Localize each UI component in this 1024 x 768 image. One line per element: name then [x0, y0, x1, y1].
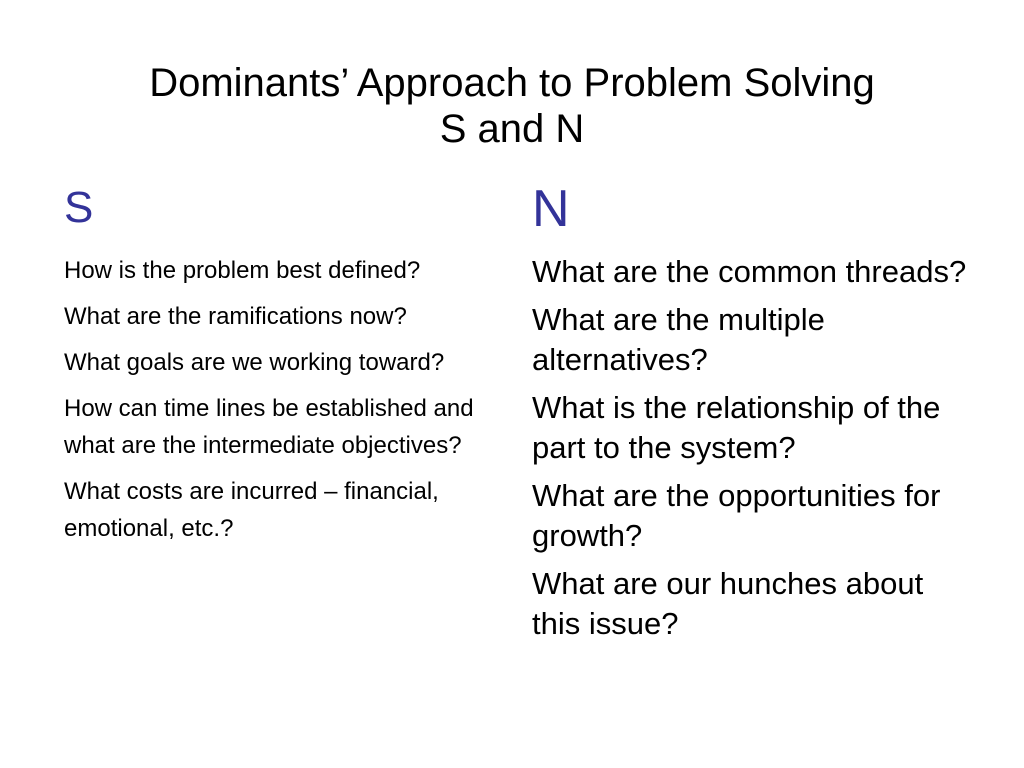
s-column-heading: S	[64, 183, 94, 232]
s-list-item: What are the ramifications now?	[64, 303, 407, 330]
s-list-item: What costs are incurred – financial, emotional, etc.?	[64, 478, 439, 542]
n-list-item: What are the multiple alternatives?	[532, 302, 825, 377]
n-column-list	[532, 252, 972, 644]
n-list-item: What are the opportunities for growth?	[532, 478, 941, 553]
n-column-heading: N	[532, 180, 570, 238]
slide-title-line-2: S and N	[439, 107, 585, 151]
s-list-item: How can time lines be established and what are the intermediate objectives?	[64, 395, 474, 459]
s-list-item: What goals are we working toward?	[64, 349, 445, 376]
n-list-item: What are our hunches about this issue?	[532, 566, 924, 641]
s-column	[64, 182, 484, 556]
n-list-item: What is the relationship of the part to the system?	[532, 390, 941, 465]
s-list-item: How is the problem best defined?	[64, 257, 421, 284]
n-column	[532, 180, 972, 652]
slide-title-line-1: Dominants’ Approach to Problem Solving	[149, 61, 875, 105]
slide-title	[60, 60, 964, 152]
s-column-list	[64, 252, 484, 547]
n-list-item: What are the common threads?	[532, 254, 967, 289]
